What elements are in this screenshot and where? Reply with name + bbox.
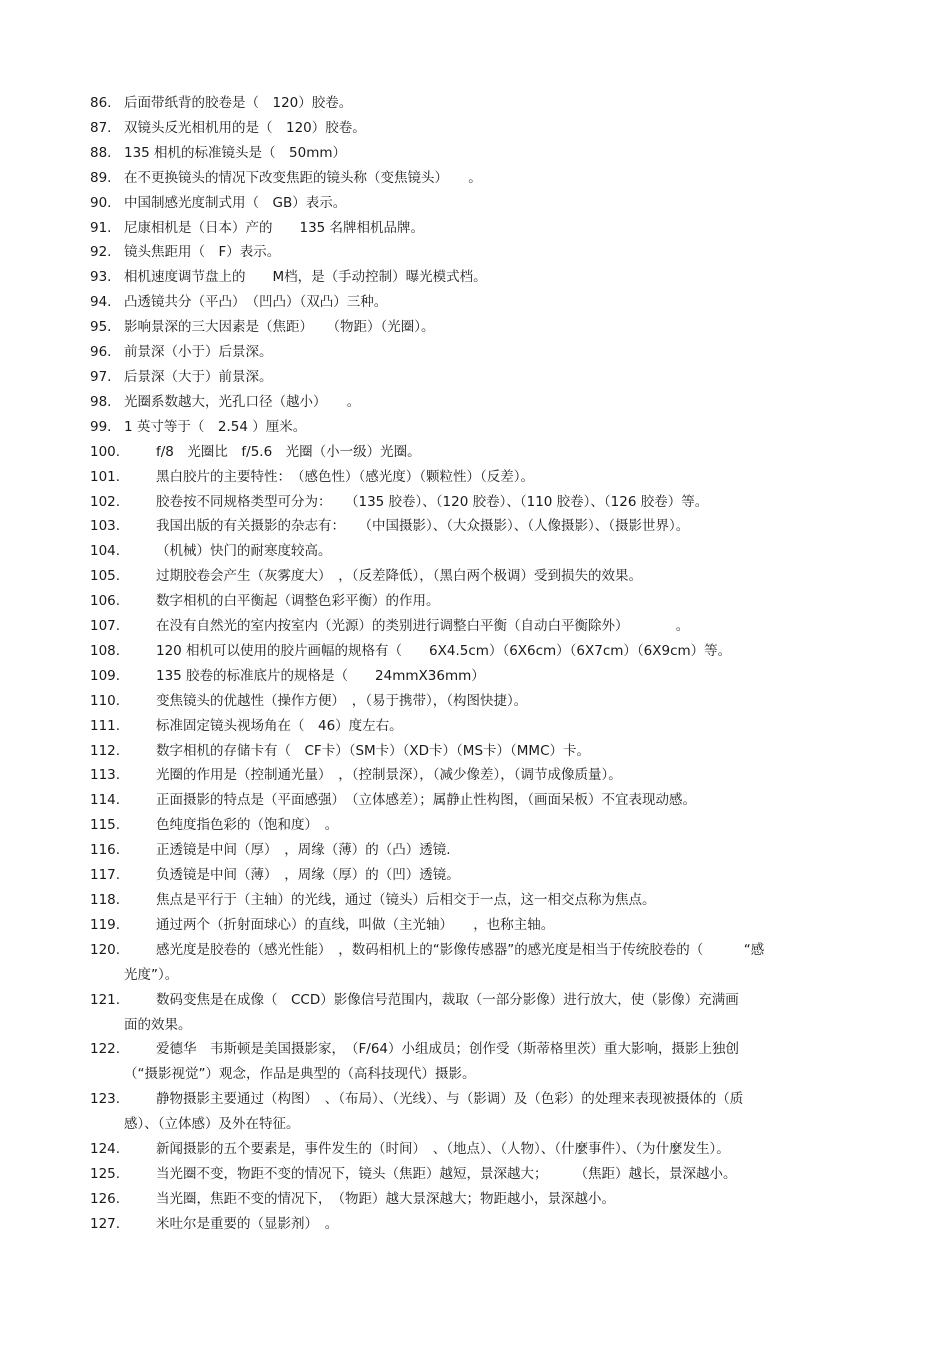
list-item (90, 813, 880, 838)
item-number: 96. (90, 344, 112, 361)
list-item (90, 938, 880, 988)
list-item (90, 191, 880, 216)
item-number: 107. (90, 618, 121, 635)
item-text: 当光圈，焦距不变的情况下， （物距）越大景深越大；物距越小，景深越小。 (156, 1190, 615, 1207)
list-item (90, 838, 880, 863)
item-text: 爱德华 韦斯顿是美国摄影家， （F/64）小组成员；创作受（斯蒂格里茨）重大影响，摄影上独创 (156, 1041, 739, 1058)
item-number: 88. (90, 144, 112, 161)
item-text: 后景深（大于）前景深。 (124, 368, 273, 385)
list-item (90, 614, 880, 639)
item-text: 胶卷按不同规格类型可分为： （135 胶卷）、（120 胶卷）、（110 胶卷）、（126 胶卷）等。 (156, 493, 709, 510)
item-text: 正面摄影的特点是（平面感强） （立体感差）；属静止性构图，（画面呆板）不宜表现动感。 (156, 792, 696, 809)
item-text: 120 相机可以使用的胶片画幅的规格有（ 6X4.5cm）（6X6cm）（6X7cm）（6X9cm）等。 (156, 642, 732, 659)
list-item (90, 415, 880, 440)
list-item (90, 763, 880, 788)
item-text-continuation: （“摄影视觉”）观念，作品是典型的（高科技现代）摄影。 (124, 1066, 476, 1083)
item-number: 123. (90, 1091, 121, 1108)
list-item (90, 1212, 880, 1237)
item-text: 光圈系数越大，光孔口径（越小） 。 (124, 393, 361, 410)
item-text: 数字相机的白平衡起（调整色彩平衡）的作用。 (156, 593, 440, 610)
list-item (90, 340, 880, 365)
item-text: 米吐尔是重要的（显影剂） 。 (156, 1215, 339, 1232)
item-number: 89. (90, 169, 112, 186)
item-text: 变焦镜头的优越性（操作方便） ，（易于携带），（构图快捷）。 (156, 692, 528, 709)
item-number: 125. (90, 1165, 121, 1182)
item-text: 焦点是平行于（主轴）的光线，通过（镜头）后相交于一点，这一相交点称为焦点。 (156, 892, 656, 908)
list-item (90, 639, 880, 664)
item-number: 101. (90, 468, 121, 485)
list-item (90, 465, 880, 490)
item-number: 94. (90, 294, 112, 311)
item-number: 86. (90, 95, 112, 111)
item-number: 92. (90, 244, 112, 261)
list-item (90, 290, 880, 315)
item-text-continuation: 面的效果。 (124, 1016, 192, 1033)
item-number: 111. (90, 717, 121, 734)
item-text: 1 英寸等于（ 2.54 ）厘米。 (124, 418, 307, 435)
item-number: 116. (90, 842, 121, 859)
list-item (90, 988, 880, 1038)
item-number: 97. (90, 368, 112, 385)
item-text: f/8 光圈比 f/5.6 光圈（小一级）光圈。 (156, 443, 421, 460)
item-number: 98. (90, 393, 112, 410)
item-text: 感光度是胶卷的（感光性能） ，数码相机上的“影像传感器”的感光度是相当于传统胶卷的（ “感 (156, 941, 765, 958)
item-text: 影响景深的三大因素是（焦距） （物距）（光圈）。 (124, 319, 435, 336)
item-number: 114. (90, 792, 121, 809)
item-text: 中国制感光度制式用（ GB）表示。 (124, 194, 347, 211)
item-text: 数字相机的存储卡有（ CF卡）（SM卡）（XD卡）（MS卡）（MMC）卡。 (156, 742, 590, 759)
question-list (90, 91, 880, 1237)
list-item (90, 1037, 880, 1087)
list-item (90, 589, 880, 614)
list-item (90, 664, 880, 689)
item-number: 118. (90, 892, 121, 908)
item-number: 95. (90, 319, 112, 336)
item-text: 在不更换镜头的情况下改变焦距的镜头称（变焦镜头） 。 (124, 169, 482, 186)
list-item (90, 539, 880, 564)
item-text: 镜头焦距用（ F）表示。 (124, 244, 281, 261)
item-text: 静物摄影主要通过（构图） 、（布局）、（光线）、与（影调）及（色彩）的处理来表现被摄体的（质 (156, 1091, 744, 1108)
item-text: 相机速度调节盘上的 M档，是（手动控制）曝光模式档。 (124, 269, 487, 286)
item-text: 当光圈不变，物距不变的情况下，镜头（焦距）越短，景深越大； （焦距）越长，景深越小。 (156, 1165, 737, 1182)
item-number: 124. (90, 1141, 121, 1158)
item-number: 100. (90, 443, 121, 460)
item-number: 103. (90, 518, 121, 535)
item-number: 115. (90, 817, 121, 834)
list-item (90, 788, 880, 813)
item-number: 112. (90, 742, 121, 759)
list-item (90, 888, 880, 913)
list-item (90, 1162, 880, 1187)
item-text-continuation: 感）、（立体感）及外在特征。 (124, 1116, 300, 1133)
list-item (90, 166, 880, 191)
item-text: 数码变焦是在成像（ CCD）影像信号范围内，裁取（一部分影像）进行放大，使（影像）充满画 (156, 991, 739, 1008)
item-number: 113. (90, 767, 121, 784)
item-text: 通过两个（折射面球心）的直线，叫做（主光轴） ，也称主轴。 (156, 916, 555, 933)
item-text-continuation: 光度”）。 (124, 966, 179, 983)
item-text: 负透镜是中间（薄） ，周缘（厚）的（凹）透镜。 (156, 867, 460, 884)
item-number: 127. (90, 1215, 121, 1232)
item-number: 102. (90, 493, 121, 510)
list-item (90, 714, 880, 739)
item-number: 117. (90, 867, 121, 884)
item-number: 108. (90, 642, 121, 659)
item-number: 122. (90, 1041, 121, 1058)
item-text: 光圈的作用是（控制通光量） ，（控制景深），（减少像差），（调节成像质量）。 (156, 767, 622, 784)
item-number: 93. (90, 269, 112, 286)
list-item (90, 315, 880, 340)
list-item (90, 240, 880, 265)
list-item (90, 689, 880, 714)
list-item (90, 1087, 880, 1137)
item-text: 凸透镜共分（平凸） （凹凸）（双凸）三种。 (124, 294, 388, 311)
list-item (90, 365, 880, 390)
item-text: 过期胶卷会产生（灰雾度大） ，（反差降低），（黑白两个极调）受到损失的效果。 (156, 568, 642, 585)
item-text: 正透镜是中间（厚） ，周缘（薄）的（凸）透镜. (156, 842, 451, 859)
list-item (90, 490, 880, 515)
list-item (90, 913, 880, 938)
item-text: 后面带纸背的胶卷是（ 120）胶卷。 (124, 95, 353, 111)
list-item (90, 739, 880, 764)
item-number: 110. (90, 692, 121, 709)
list-item (90, 440, 880, 465)
item-number: 119. (90, 916, 121, 933)
list-item (90, 141, 880, 166)
item-number: 105. (90, 568, 121, 585)
item-text: 色纯度指色彩的（饱和度） 。 (156, 817, 339, 834)
list-item (90, 265, 880, 290)
item-text: 前景深（小于）后景深。 (124, 344, 273, 361)
item-text: 我国出版的有关摄影的杂志有： （中国摄影）、（大众摄影）、（人像摄影）、（摄影世界）。 (156, 518, 690, 535)
item-text: 标准固定镜头视场角在（ 46）度左右。 (156, 717, 403, 734)
item-text: 双镜头反光相机用的是（ 120）胶卷。 (124, 119, 366, 136)
list-item (90, 390, 880, 415)
list-item (90, 1137, 880, 1162)
list-item (90, 216, 880, 241)
item-text: 135 相机的标准镜头是（ 50mm） (124, 144, 347, 161)
item-number: 121. (90, 991, 121, 1008)
item-text: 135 胶卷的标准底片的规格是（ 24mmX36mm） (156, 667, 485, 684)
item-number: 104. (90, 543, 121, 560)
item-text: （机械）快门的耐寒度较高。 (156, 543, 332, 560)
item-number: 120. (90, 941, 121, 958)
list-item (90, 514, 880, 539)
list-item (90, 863, 880, 888)
item-number: 109. (90, 667, 121, 684)
item-text: 黑白胶片的主要特性： （感色性）（感光度）（颗粒性）（反差）。 (156, 468, 534, 485)
item-text: 在没有自然光的室内按室内（光源）的类别进行调整白平衡（自动白平衡除外） 。 (156, 618, 690, 635)
item-text: 尼康相机是（日本）产的 135 名牌相机品牌。 (124, 219, 425, 236)
item-number: 99. (90, 418, 112, 435)
item-number: 106. (90, 593, 121, 610)
list-item (90, 116, 880, 141)
list-item (90, 91, 880, 116)
item-text: 新闻摄影的五个要素是，事件发生的（时间） 、（地点）、（人物）、（什麼事件）、（为什麼发生）。 (156, 1141, 730, 1158)
item-number: 91. (90, 219, 112, 236)
item-number: 87. (90, 119, 112, 136)
item-number: 90. (90, 194, 112, 211)
list-item (90, 564, 880, 589)
list-item (90, 1187, 880, 1212)
item-number: 126. (90, 1190, 121, 1207)
